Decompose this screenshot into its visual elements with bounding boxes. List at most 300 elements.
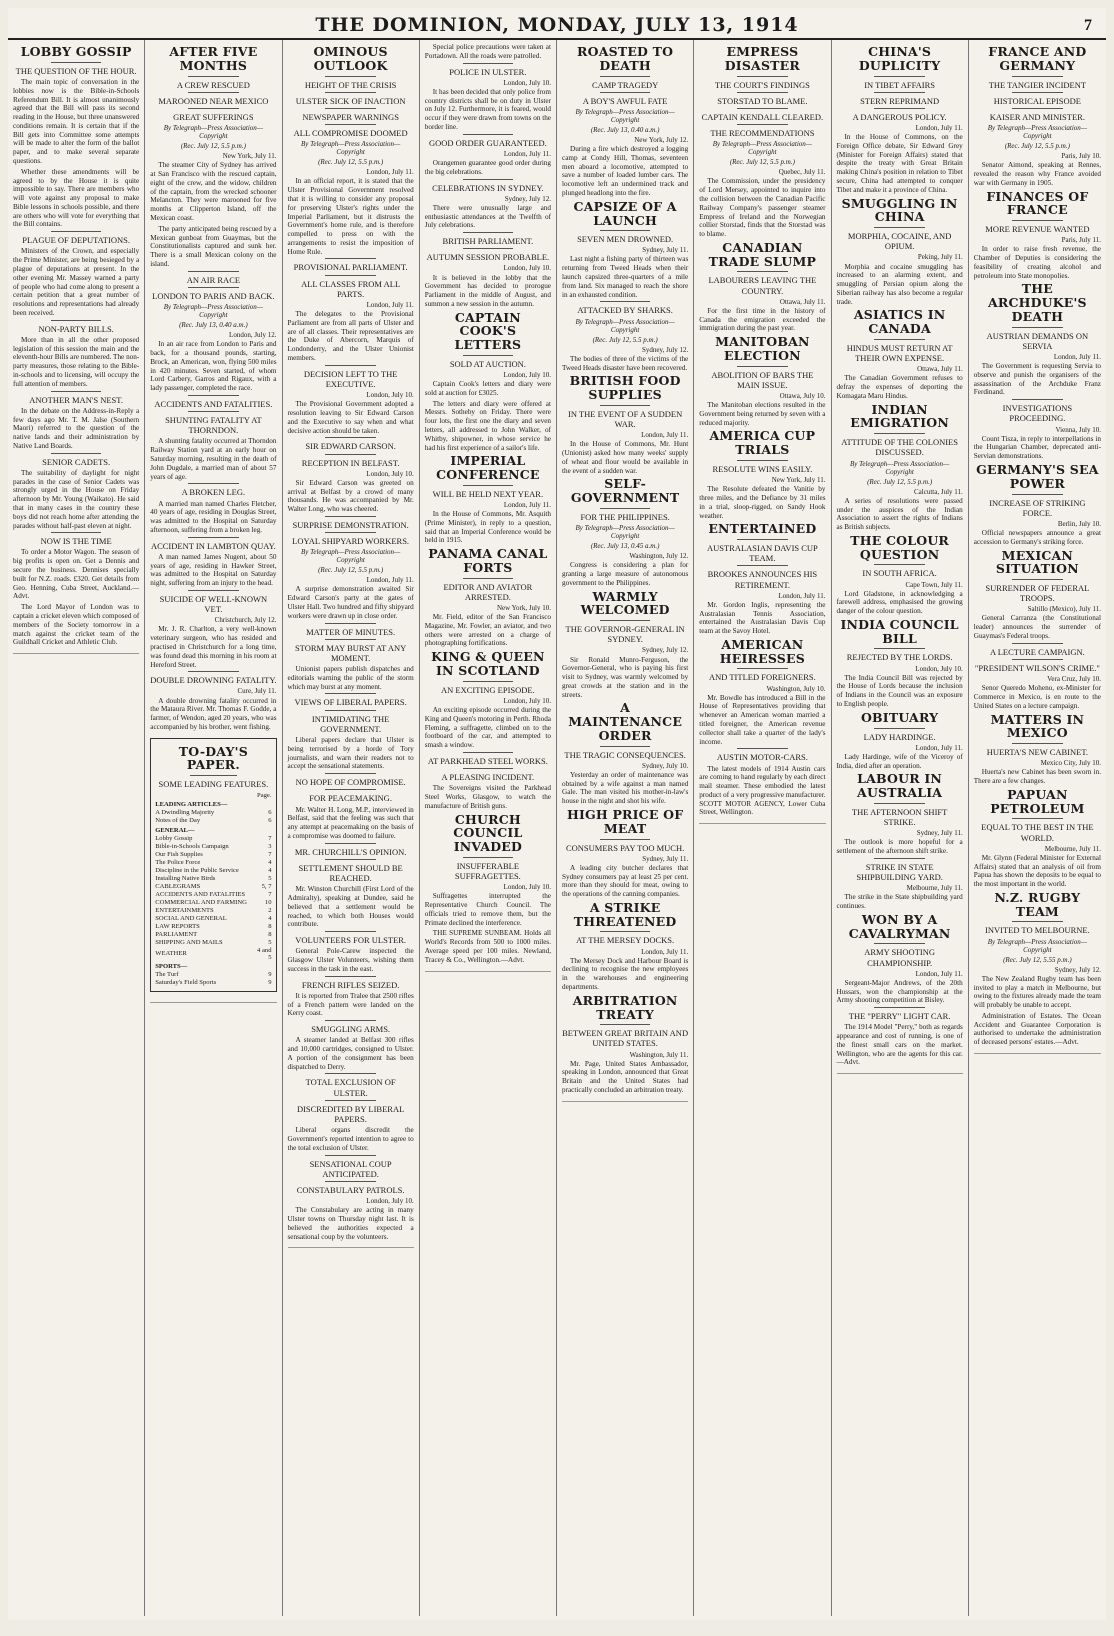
contents-item: COMMERCIAL AND FARMING: [155, 898, 247, 906]
contents-page: 6: [268, 809, 272, 817]
paragraph: Mr. Winston Churchill (First Lord of the Admiralty), speaking at Dundee, said he believed that a settlement would be reached, to which both Houses would contribute.: [287, 885, 414, 929]
contents-row: [155, 882, 271, 890]
paragraph: An exciting episode occurred during the King and Queen's motoring in Perth. Rhoda Fleming, a suffragette, climbed on to the footboard of the car, and attempted to smash a window.: [424, 706, 551, 750]
contents-item: LAW REPORTS: [155, 922, 200, 930]
headline: ENTERTAINED: [708, 521, 817, 537]
news-column: [832, 40, 969, 1616]
paragraph: Senator Aimond, speaking at Rennes, revealed the reason why France avoided war with Germany in 1905.: [973, 161, 1101, 187]
subheading: PROVISIONAL PARLIAMENT.: [288, 258, 414, 272]
subheading: BETWEEN GREAT BRITAIN AND UNITED STATES.: [562, 1024, 688, 1048]
dateline: Washington, July 12.: [629, 552, 689, 561]
dateline: New York, July 12.: [634, 136, 689, 145]
dateline: Peking, July 11.: [917, 253, 963, 262]
contents-page: [257, 961, 271, 971]
headline: WON BY A CAVALRYMAN: [848, 911, 951, 941]
wire-credit: By Telegraph—Press Association—Copyright: [575, 107, 675, 124]
subheading: MAROONED NEAR MEXICO: [150, 92, 276, 106]
subheading: ANOTHER MAN'S NEST.: [13, 391, 139, 405]
wire-credit: By Telegraph—Press Association—Copyright: [849, 459, 950, 476]
contents-page: 4 and 5: [257, 946, 272, 961]
paragraph: The party anticipated being rescued by a Mexican gunboat from Guaymas, but the Constitutionalists captured and sunk her. There is a small Mexican colony on the island.: [150, 224, 277, 268]
contents-page: 4: [268, 914, 272, 922]
contents-item: CABLEGRAMS: [155, 882, 201, 890]
subheading: DECISION LEFT TO THE EXECUTIVE.: [288, 365, 414, 389]
headline: A MAINTENANCE ORDER: [568, 700, 683, 743]
subheading: BROOKES ANNOUNCES HIS RETIREMENT.: [699, 565, 825, 589]
headline: CANADIAN TRADE SLUMP: [708, 239, 817, 269]
paragraph: It has been decided that only police from country districts shall be on duty in Ulster on July 12. Furthermore, it is feared, would occur if they were drawn from towns on the border line.: [424, 87, 551, 131]
wire-credit: By Telegraph—Press Association—Copyright: [163, 124, 264, 141]
paragraph: The suitability of daylight for night parades in the case of Senior Cadets was strongly urged in the House on Friday afternoon by Mr. Young (Waikato). He said that in many cases in the country these boys did not reach home after attending the parades without half-past eleven at night.: [13, 468, 140, 530]
headline: MEXICAN SITUATION: [995, 547, 1079, 577]
subheading: LADY HARDINGE.: [837, 728, 963, 742]
received-time: (Rec. July 12, 5.5 p.m.): [1004, 142, 1070, 151]
dateline: London, July 11.: [503, 149, 551, 158]
subheading: SOLD AT AUCTION.: [425, 355, 551, 369]
subheading: HISTORICAL EPISODE: [974, 92, 1101, 106]
dateline: Calcutta, July 11.: [914, 487, 963, 496]
headline: FINANCES OF FRANCE: [986, 188, 1089, 218]
dateline: London, July 10.: [503, 696, 551, 705]
dateline: London, July 11.: [641, 947, 689, 956]
received-time: (Rec. July 13, 0.45 a.m.): [590, 542, 660, 551]
headline: CAPSIZE OF A LAUNCH: [573, 198, 677, 228]
news-column: [694, 40, 831, 1616]
headline: PAPUAN PETROLEUM: [990, 786, 1085, 816]
subheading: POLICE IN ULSTER.: [425, 63, 551, 77]
subheading: ACCIDENTS AND FATALITIES.: [150, 395, 276, 409]
dateline: Berlin, July 10.: [1057, 519, 1101, 528]
paragraph: During a fire which destroyed a logging camp at Condy Hill, Thomas, seventeen men aboard a locomotive, attempted to save a number of loaded lumber cars. The locomotive left an undermined track and plunged headlong into the fire.: [562, 145, 689, 197]
subheading: LABOURERS LEAVING THE COUNTRY.: [699, 271, 825, 295]
masthead: [8, 8, 1106, 40]
headline: MANITOBAN ELECTION: [715, 334, 810, 363]
paragraph: In the House of Commons, Mr. Asquith (Prime Minister), in reply to a question, said that an Imperial Conference would be held in 1915.: [424, 510, 551, 545]
dateline: London, July 11.: [503, 501, 551, 510]
contents-row: [155, 914, 271, 922]
paragraph: The strike in the State shipbuilding yard continues.: [836, 893, 963, 911]
dateline: London, July 11.: [915, 743, 963, 752]
subheading: THE TANGIER INCIDENT: [974, 76, 1101, 90]
dateline: New York, July 11.: [222, 152, 277, 161]
subheading: A LECTURE CAMPAIGN.: [974, 643, 1101, 657]
contents-item: Notes of the Day: [155, 817, 201, 825]
paragraph: The Manitoban elections resulted in the Government being returned by seven with a reduced majority.: [699, 401, 826, 427]
dateline: Vera Cruz, July 10.: [1047, 675, 1101, 684]
subheading: "PRESIDENT WILSON'S CRIME.": [974, 659, 1101, 673]
paragraph: To order a Motor Wagon. The season of big profits is open on. Get a Dennis and secure the business. Dennises specially built for N.Z. roads. £320. Get details from Geo. Henning, Cuba Street, Auckland.—Advt.: [13, 548, 140, 601]
paragraph: Unionist papers publish dispatches and editorials warning the public of the storm which may burst at any moment.: [287, 665, 414, 691]
headline: GERMANY'S SEA POWER: [976, 462, 1099, 491]
paragraph: In the House of Commons, on the Foreign Office debate, Sir Edward Grey (Minister for Foreign Affairs) stated that despite the treaty with Great Britain making China's position in relation to Tibet secure, China had attempted to conquer Tibet and make it a province of China.: [836, 133, 963, 194]
contents-row: [155, 866, 271, 874]
subheading: RESOLUTE WINS EASILY.: [699, 460, 825, 474]
dateline: Cape Town, July 11.: [905, 580, 963, 589]
dateline: London, July 11.: [915, 124, 963, 133]
columns: [8, 40, 1106, 1616]
subheading: KAISER AND MINISTER.: [974, 108, 1101, 122]
dateline: New York, July 10.: [496, 604, 551, 613]
contents-page: 10: [264, 898, 272, 906]
contents-item: Saturday's Field Sports: [155, 979, 217, 987]
subheading: SURRENDER OF FEDERAL TROOPS.: [974, 579, 1101, 603]
subheading: EDITOR AND AVIATOR ARRESTED.: [425, 578, 551, 602]
dateline: Mexico City, July 10.: [1040, 759, 1101, 768]
headline: ROASTED TO DEATH: [577, 44, 674, 73]
paragraph: The Canadian Government refuses to defray the expenses of deporting the Komagata Maru Hindus.: [836, 374, 963, 400]
dateline: Sydney, July 11.: [642, 246, 689, 255]
contents-page: 9: [268, 971, 272, 979]
headline: N.Z. RUGBY TEAM: [994, 889, 1081, 919]
contents-page: [257, 825, 271, 835]
paragraph: In order to raise fresh revenue, the Chamber of Deputies is considering the feasibility of creating alcohol and petroleum into State monopolies.: [973, 245, 1101, 280]
headline: EMPRESS DISASTER: [724, 44, 800, 73]
headline: INDIA COUNCIL BILL: [840, 616, 959, 646]
subheading: NON-PARTY BILLS.: [13, 320, 139, 334]
paragraph: The Constabulary are acting in many Ulster towns on Thursday night last. It is believed the authorities expected a sensational coup by the volunteers.: [287, 1206, 414, 1241]
subheading: ALL CLASSES FROM ALL PARTS.: [288, 275, 414, 299]
subheading: MATTER OF MINUTES.: [288, 623, 414, 637]
subheading: AT PARKHEAD STEEL WORKS.: [425, 752, 551, 766]
paragraph: Ministers of the Crown, and especially the Prime Minister, are being besieged by a plague of deputations at present. In the other evening Mr. Massey warned a party of people who had come along to present a certain petition that a great number of resolutions and representations had already been received.: [13, 247, 140, 317]
dateline: Sydney, July 12.: [504, 194, 551, 203]
contents-item: Our Fish Supplies: [155, 850, 203, 858]
subheading: IN THE EVENT OF A SUDDEN WAR.: [562, 405, 688, 429]
contents-item: WEATHER: [155, 950, 187, 958]
paragraph: In the debate on the Address-in-Reply a few days ago Mr. T. M. Jalse (Southern Maori) referred to the question of the native lands and their administration by Native Land Boards.: [13, 406, 140, 450]
subheading: THE RECOMMENDATIONS: [699, 124, 825, 138]
paragraph: Mr. Field, editor of the San Francisco Magazine, Mr. Fowler, an aviator, and two others were arrested on a charge of photographing fortifications.: [424, 613, 551, 648]
headline: FRANCE AND GERMANY: [988, 44, 1087, 73]
subheading: NOW IS THE TIME: [13, 532, 139, 546]
contents-row: [155, 930, 271, 938]
contents-page-header: Page.: [257, 791, 272, 799]
paragraph: Sergeant-Major Andrews, of the 20th Hussars, won the championship at the Army shooting competition at Bisley.: [836, 978, 963, 1005]
paragraph: Last night a fishing party of thirteen was returning from Tweed Heads when their launch capsized three-quarters of a mile from land. Six managed to reach the shore in an exhausted condition.: [562, 255, 689, 299]
dateline: Cure, July 11.: [237, 687, 277, 696]
subheading: AUSTIN MOTOR-CARS.: [699, 748, 825, 762]
subheading: HINDUS MUST RETURN AT THEIR OWN EXPENSE.: [837, 339, 963, 363]
paragraph: A man named James Nugent, about 50 years of age, residing in Hawker Street, was admitted to the Hospital on Saturday night, suffering from an injury to the head.: [150, 552, 277, 588]
subheading: HEIGHT OF THE CRISIS: [288, 76, 414, 90]
contents-item: Installing Native Birds: [155, 874, 216, 882]
dateline: London, July 10.: [503, 883, 551, 892]
subheading: DOUBLE DROWNING FATALITY.: [150, 671, 276, 685]
headline: OBITUARY: [860, 709, 939, 725]
paragraph: Mr. Glynn (Federal Minister for External Affairs) stated that an analysis of oil from Papua has shown the deposits to be equal to the most important in the world.: [973, 853, 1101, 889]
dateline: London, July 10.: [915, 664, 963, 673]
subheading: INTIMIDATING THE GOVERNMENT.: [288, 710, 414, 734]
contents-row: [155, 922, 271, 930]
paragraph: A surprise demonstration awaited Sir Edward Carson's party at the gates of Ulster Hall. Two hundred and fifty shipyard workers were drawn up in close order.: [287, 585, 414, 620]
subheading: IN TIBET AFFAIRS: [837, 76, 963, 90]
newspaper-page: [8, 8, 1106, 1620]
headline: PANAMA CANAL FORTS: [428, 546, 548, 575]
article: [13, 45, 139, 654]
news-column: [145, 40, 282, 1616]
contents-item: Bible-in-Schools Campaign: [155, 842, 229, 850]
subheading: A BOY'S AWFUL FATE: [562, 92, 688, 106]
paragraph: The Mersey Dock and Harbour Board is declining to recognise the new employees in the warehouses and engineering departments.: [562, 956, 689, 991]
dateline: London, July 11.: [366, 576, 414, 585]
received-time: (Rec. July 12, 5.5 p.m.): [180, 142, 246, 151]
wire-credit: By Telegraph—Press Association—Copyright: [575, 317, 675, 334]
subheading: AND TITLED FOREIGNERS.: [699, 668, 825, 682]
paragraph: It is believed in the lobby that the Government has decided to prorogue Parliament in the middle of August, and summon a new session in the autumn.: [424, 273, 551, 308]
paragraph: There were unusually large and enthusiastic attendances at the Twelfth of July celebrations.: [424, 203, 551, 230]
paragraph: Mr. Gordon Inglis, representing the Australasian Tennis Association, entertained the Australasian Davis Cup team at the Savoy Hotel.: [699, 600, 826, 636]
contents-page: 2: [268, 906, 272, 914]
subheading: THE COURT'S FINDINGS: [699, 76, 825, 90]
paragraph: Liberal papers declare that Ulster is being terrorised by a horde of Tory journalists, and warn their readers not to accept the sensational statements.: [287, 736, 414, 771]
contents-row: [155, 938, 271, 946]
news-column: [8, 40, 145, 1616]
dateline: New York, July 11.: [771, 476, 826, 485]
article: [288, 45, 414, 1248]
contents-row: [155, 817, 271, 825]
subheading: STORM MAY BURST AT ANY MOMENT.: [288, 639, 414, 663]
subheading: AN AIR RACE: [150, 271, 276, 285]
contents-item: PARLIAMENT: [155, 930, 198, 938]
headline: INDIAN EMIGRATION: [850, 401, 949, 431]
contents-row: [155, 874, 271, 882]
subheading: CAMP TRAGEDY: [562, 76, 688, 90]
dateline: London, July 10.: [366, 469, 414, 478]
article: [974, 45, 1101, 1054]
subheading: A BROKEN LEG.: [150, 483, 276, 497]
dateline: Sydney, July 11.: [916, 829, 963, 838]
contents-row: [155, 858, 271, 866]
subheading: AN EXCITING EPISODE.: [425, 681, 551, 695]
wire-credit: By Telegraph—Press Association—Copyright: [163, 303, 264, 320]
paragraph: Morphia and cocaine smuggling has increased to an alarming extent, and smuggling of Persian opium along the Siberian railway has also become a regular trade.: [836, 262, 963, 306]
paragraph: In an air race from London to Paris and back, for a thousand pounds, starting, Brock, an American, won, flying 500 miles in 420 minutes. Seven started, of whom Lord Carbery, Garros and Rigaux, with a lady passenger, completed the race.: [150, 340, 277, 393]
subheading: ULSTER SICK OF INACTION: [288, 92, 414, 106]
contents-row: [155, 979, 271, 987]
contents-page: 7: [268, 850, 272, 858]
paragraph: The Sovereigns visited the Parkhead Steel Works, Glasgow, to watch the manufacture of British guns.: [424, 784, 551, 810]
subheading: THE TRAGIC CONSEQUENCES.: [562, 746, 688, 760]
headline: MATTERS IN MEXICO: [990, 711, 1085, 741]
dateline: London, July 11.: [778, 591, 826, 600]
headline: LABOUR IN AUSTRALIA: [857, 771, 943, 801]
paragraph: The letters and diary were offered at Messrs. Sotheby on Friday. There were four lots, the first one the diary and seven letters, all addressed to John Walker, of Whitby, shipowner, in whose service he had his first experience of a sailor's life.: [424, 399, 551, 452]
subheading: TOTAL EXCLUSION OF ULSTER.: [288, 1073, 414, 1097]
dateline: London, July 11.: [1053, 353, 1101, 362]
article: [699, 45, 825, 824]
news-column: [969, 40, 1106, 1616]
subheading: THE GOVERNOR-GENERAL IN SYDNEY.: [562, 620, 688, 644]
paragraph: Sir Ronald Munro-Ferguson, the Governor-General, who is paying his first visit to Sydney, was warmly welcomed by great crowds at the station and in the streets.: [562, 655, 689, 699]
paragraph: Whether these amendments will be agreed to by the House it is quite impossible to say. There are members who will vote against any proposal to make Bible lessons in schools possible, and there are others who will vote for everything that the Bill contains.: [13, 167, 140, 229]
subheading: THE AFTERNOON SHIFT STRIKE.: [837, 803, 963, 827]
headline: THE COLOUR QUESTION: [850, 532, 950, 562]
dateline: London, July 10.: [503, 264, 551, 273]
subheading: STORSTAD TO BLAME.: [699, 92, 825, 106]
subheading: HUERTA'S NEW CABINET.: [974, 743, 1101, 757]
subheading: ABOLITION OF BARS THE MAIN ISSUE.: [699, 366, 825, 390]
wire-credit: By Telegraph—Press Association—Copyright: [712, 140, 813, 157]
paragraph: The delegates to the Provisional Parliament are from all parts of Ulster and are of all classes. Their representatives are the Duke of Abercorn, Marquis of Londonderry, and the Ulster Unionist members.: [287, 310, 414, 362]
contents-row: [155, 890, 271, 898]
contents-item: The Police Force: [155, 858, 201, 866]
subheading: SIR EDWARD CARSON.: [288, 437, 414, 451]
subheading: SMUGGLING ARMS.: [288, 1020, 414, 1034]
subheading: FRENCH RIFLES SEIZED.: [288, 976, 414, 990]
headline: AFTER FIVE MONTHS: [169, 44, 258, 73]
subheading: IN SOUTH AFRICA.: [837, 564, 963, 578]
wire-credit: By Telegraph—Press Association—Copyright: [575, 524, 675, 541]
headline: IMPERIAL CONFERENCE: [436, 453, 540, 483]
paragraph: Huerta's new Cabinet has been sworn in. There are a few changes.: [973, 768, 1101, 786]
subheading: INVESTIGATIONS PROCEEDING.: [974, 399, 1101, 423]
received-time: (Rec. July 12, 5.5 p.m.): [318, 566, 384, 575]
subheading: FOR THE PHILIPPINES.: [562, 508, 688, 522]
contents-table: [155, 791, 271, 987]
subheading: ALL COMPROMISE DOOMED: [288, 124, 414, 138]
paragraph: A steamer landed at Belfast 300 rifles and 10,000 cartridges, consigned to Ulster. A portion of the consignment has been dispatched to Derry.: [287, 1036, 414, 1071]
received-time: (Rec. July 12, 5.5 p.m.): [318, 158, 384, 167]
dateline: London, July 10.: [366, 1197, 414, 1206]
subheading: VOLUNTEERS FOR ULSTER.: [288, 931, 414, 945]
paragraph: The main topic of conversation in the lobbies now is the Bible-in-Schools Referendum Bill. It is almost unanimously agreed that the Bill will pass its second reading in the House, but three unanswered conditions remain. It is certain that if the Bill gets into Committee some attempts will be made to alter the form of the ballot paper, and to make several separate questions.: [13, 77, 140, 165]
wire-credit: By Telegraph—Press Association—Copyright: [987, 124, 1088, 141]
headline: WARMLY WELCOMED: [580, 588, 670, 618]
contents-page: 3: [268, 842, 272, 850]
paragraph: Yesterday an order of maintenance was obtained by a wife against a man named Gale. The man visited his mother-in-law's house in the night and shot his wife.: [562, 770, 689, 806]
paragraph: Lord Gladstone, in acknowledging a farewell address, emphasised the growing danger of the colour question.: [836, 589, 963, 616]
dateline: Melbourne, July 11.: [906, 884, 963, 893]
subheading: NEWSPAPER WARNINGS: [288, 108, 414, 122]
paragraph: Mr. Page, United States Ambassador, speaking in London, announced that Great Britain and the United States had practically concluded an arbitration treaty.: [562, 1059, 689, 1095]
subheading: STERN REPRIMAND: [837, 92, 963, 106]
subheading: ACCIDENT IN LAMBTON QUAY.: [150, 537, 276, 551]
contents-page: 8: [268, 930, 272, 938]
paragraph: The bodies of three of the victims of the Tweed Heads disaster have been recovered.: [562, 354, 689, 372]
dateline: London, July 11.: [641, 431, 689, 440]
subheading: RECEPTION IN BELFAST.: [288, 454, 414, 468]
subheading: DISCREDITED BY LIBERAL PAPERS.: [288, 1100, 414, 1124]
paragraph: A leading city butcher declares that Sydney consumers pay at least 25 per cent. more than they should for meat, owing to the operations of the canning companies.: [562, 863, 689, 899]
headline: ASIATICS IN CANADA: [853, 307, 946, 337]
dateline: Sydney, July 12.: [1054, 965, 1101, 974]
box-subtitle: SOME LEADING FEATURES.: [155, 775, 271, 789]
contents-row: [155, 906, 271, 914]
dateline: Ottawa, July 11.: [917, 365, 963, 374]
headline: AMERICA CUP TRIALS: [709, 428, 816, 458]
paragraph: General Pole-Carew inspected the Glasgow Ulster Volunteers, wishing them success in the task in the east.: [287, 947, 414, 973]
contents-page: 4: [268, 858, 272, 866]
subheading: WILL BE HELD NEXT YEAR.: [425, 485, 551, 499]
subheading: AUSTRALASIAN DAVIS CUP TEAM.: [699, 539, 825, 563]
article: [150, 45, 276, 1003]
dateline: Washington, July 10.: [766, 684, 826, 693]
dateline: Washington, July 11.: [629, 1050, 689, 1059]
paragraph: Special police precautions were taken at Portadown. All the roads were patrolled.: [424, 43, 551, 60]
subheading: THE "PERRY" LIGHT CAR.: [837, 1007, 963, 1021]
dateline: Quebec, July 11.: [778, 168, 826, 177]
contents-item: ACCIDENTS AND FATALITIES: [155, 890, 246, 898]
subheading: AT THE MERSEY DOCKS.: [562, 931, 688, 945]
contents-item: The Turf: [155, 971, 179, 979]
subheading: A CREW RESCUED: [150, 76, 276, 90]
paragraph: For the first time in the history of Canada the emigration exceeded the immigration during the past year.: [699, 306, 826, 333]
subheading: LONDON TO PARIS AND BACK.: [150, 287, 276, 301]
subheading: ATTACKED BY SHARKS.: [562, 301, 688, 315]
paragraph: Orangemen guarantee good order during the big celebrations.: [424, 158, 551, 176]
dateline: Paris, July 10.: [1061, 152, 1101, 161]
dateline: London, July 10.: [503, 78, 551, 87]
dateline: London, July 12.: [229, 331, 277, 340]
contents-page: 8: [268, 922, 272, 930]
dateline: Sydney, July 12.: [642, 646, 689, 655]
paragraph: A double drowning fatality occurred in the Mataura River. Mr. Thomas F. Godde, a farmer, of Wendon, aged 20 years, who was accompanied by his brother, went fishing.: [150, 696, 277, 731]
dateline: Ottawa, July 11.: [779, 297, 826, 306]
headline: SMUGGLING IN CHINA: [841, 195, 958, 225]
dateline: Sydney, July 10.: [642, 761, 689, 770]
received-time: (Rec. July 13, 0.40 a.m.): [590, 125, 660, 134]
contents-row: [155, 961, 271, 971]
received-time: (Rec. July 12, 5.5 p.m.): [592, 335, 658, 344]
subheading: CAPTAIN KENDALL CLEARED.: [699, 108, 825, 122]
contents-row: [155, 834, 271, 842]
subheading: INCREASE OF STRIKING FORCE.: [974, 494, 1101, 518]
dateline: Melbourne, July 11.: [1044, 844, 1101, 853]
subheading: MORPHIA, COCAINE, AND OPIUM.: [837, 227, 963, 251]
subheading: SHUNTING FATALITY AT THORNDON.: [150, 411, 276, 435]
dateline: London, July 10.: [503, 371, 551, 380]
contents-row: [155, 842, 271, 850]
paragraph: More than in all the other proposed legislation of this session the main and the eleventh-hour Bills are numbered. The non-party measures, those relating to the Bible-in-schools and to licensing, will occupy the full attention of members.: [13, 335, 140, 388]
subheading: MORE REVENUE WANTED: [974, 220, 1101, 234]
dateline: London, July 11.: [915, 969, 963, 978]
subheading: SENIOR CADETS.: [13, 453, 139, 467]
subheading: THE QUESTION OF THE HOUR.: [13, 62, 139, 76]
headline: CHINA'S DUPLICITY: [858, 44, 941, 73]
contents-page: 5: [268, 874, 272, 882]
subheading: FOR PEACEMAKING.: [288, 789, 414, 803]
subheading: NO HOPE OF COMPROMISE.: [288, 773, 414, 787]
subheading: SUICIDE OF WELL-KNOWN VET.: [150, 590, 276, 614]
subheading: CELEBRATIONS IN SYDNEY.: [425, 179, 551, 193]
received-time: (Rec. July 12, 5.5 p.m.): [867, 477, 933, 486]
paragraph: The steamer City of Sydney has arrived at San Francisco with the rescued captain, eight of the crew, and the widow, children of the captain, from the wrecked schooner Melancton. They were marooned for five months at Clipperton Island, off the Mexican coast.: [150, 161, 277, 222]
subheading: GOOD ORDER GUARANTEED.: [425, 134, 551, 148]
paragraph: A series of resolutions were passed under the auspices of the Indian Association to assert the rights of Indians as British subjects.: [836, 496, 963, 532]
contents-page: 5, 7: [261, 882, 272, 890]
subheading: A DANGEROUS POLICY.: [837, 108, 963, 122]
paragraph: The 1914 Model "Perry," both as regards appearance and cost of running, is one of the finest small cars on the market. Wellington, who are the agents for this car.—Advt.: [836, 1023, 963, 1067]
contents-row: [155, 971, 271, 979]
contents-item: SHIPPING AND MAILS: [155, 938, 223, 946]
paragraph: Count Tisza, in reply to interpellations in the Hungarian Chamber, deprecated anti-Servian demonstrations.: [973, 434, 1101, 461]
subheading: STRIKE IN STATE SHIPBUILDING YARD.: [837, 858, 963, 882]
paragraph: The outlook is more hopeful for a settlement of the afternoon shift strike.: [836, 838, 963, 856]
paragraph: The India Council Bill was rejected by the House of Lords because the inclusion of Indians in the Council was an exposure to English people.: [836, 673, 963, 709]
headline: BRITISH FOOD SUPPLIES: [569, 373, 681, 403]
contents-item: Discipline in the Public Service: [155, 866, 239, 874]
headline: CHURCH COUNCIL INVADED: [453, 811, 523, 855]
subheading: GREAT SUFFERINGS: [150, 108, 276, 122]
subheading: MR. CHURCHILL'S OPINION.: [288, 843, 414, 857]
contents-row: [155, 799, 271, 809]
subheading: SETTLEMENT SHOULD BE REACHED.: [288, 859, 414, 883]
subheading: SEVEN MEN DROWNED.: [562, 230, 688, 244]
contents-item: ENTERTAINMENTS: [155, 906, 214, 914]
contents-row: [155, 850, 271, 858]
subheading: REJECTED BY THE LORDS.: [837, 648, 963, 662]
contents-page: 4: [268, 866, 272, 874]
